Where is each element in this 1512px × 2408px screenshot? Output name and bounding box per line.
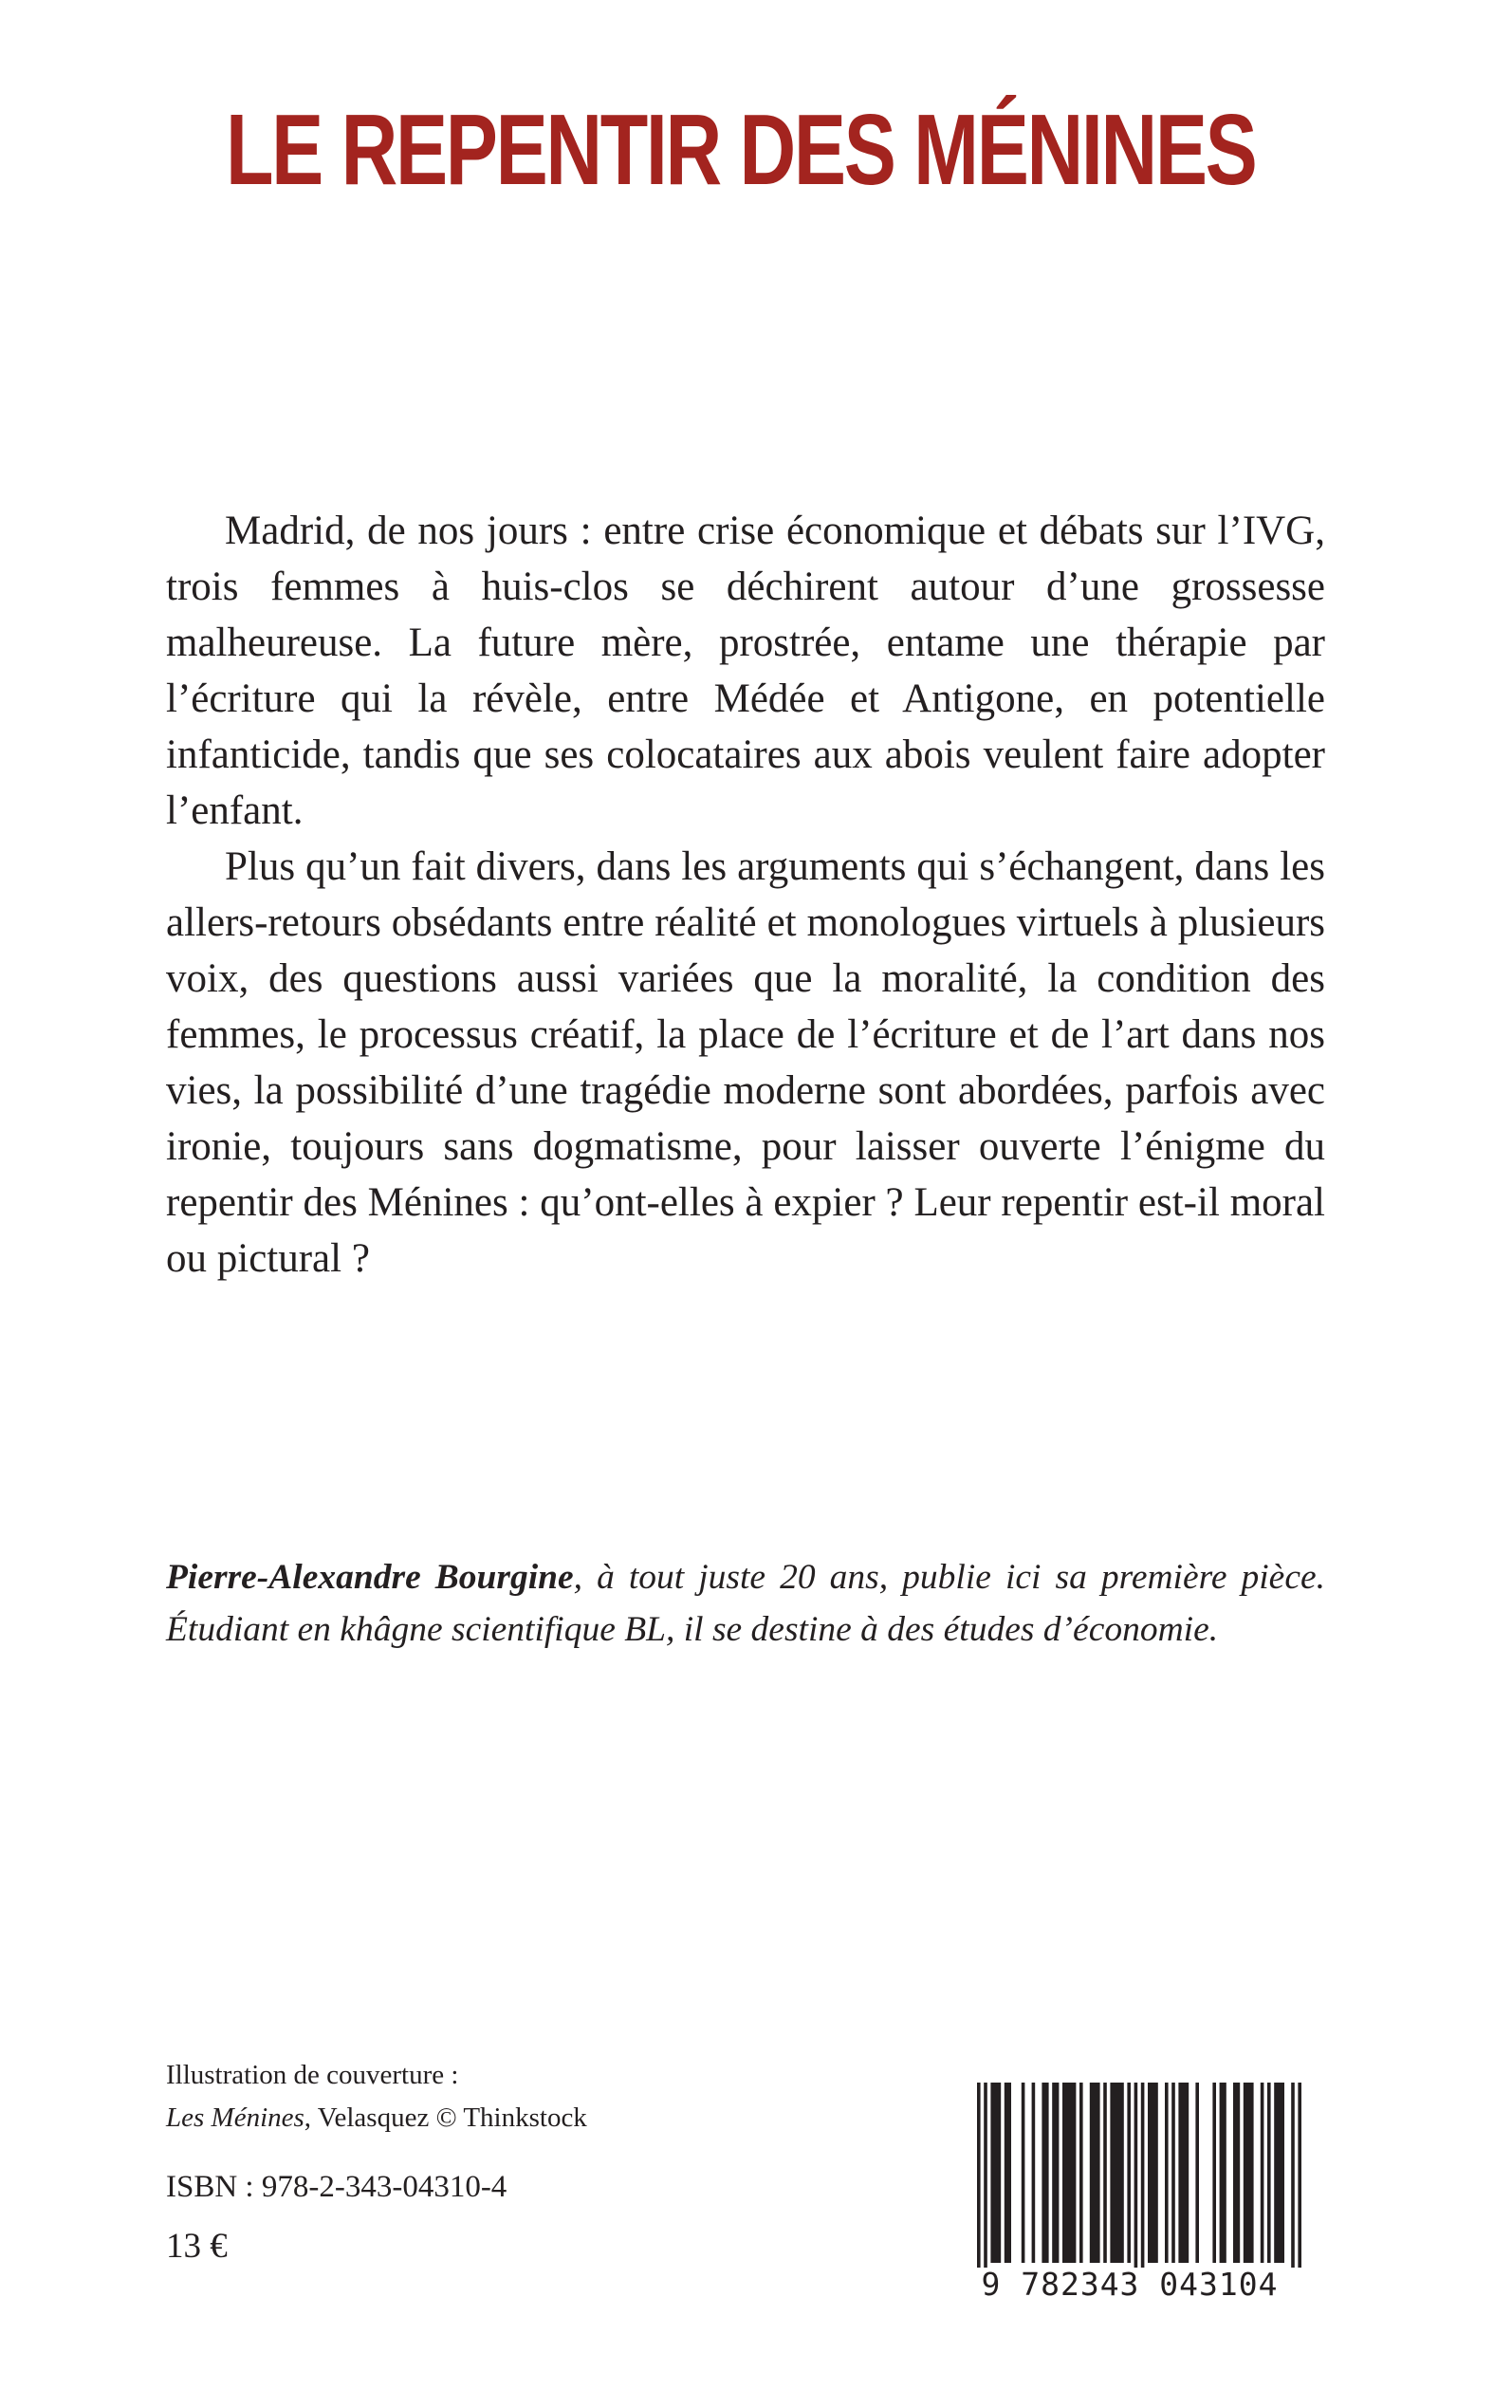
barcode-bar (1079, 2083, 1083, 2263)
barcode-bar (1005, 2083, 1011, 2263)
barcode-bar (1062, 2083, 1076, 2263)
barcode-bar (1171, 2083, 1175, 2263)
barcode-bar (1032, 2083, 1036, 2263)
author-bio (166, 1551, 1325, 1656)
synopsis (166, 503, 1325, 1287)
credits-work-title: Les Ménines (166, 2102, 304, 2133)
author-bio-text: , à tout juste 20 ans, publie ici sa première pièce. Étudiant en khâgne scientifique BL, il se destine à des études d’économie. (166, 1558, 1325, 1649)
barcode-bar (1267, 2083, 1271, 2263)
barcode-bar (1165, 2083, 1169, 2263)
cover-credits (166, 2054, 587, 2139)
barcode-bar (1090, 2083, 1100, 2263)
barcode-bar (1103, 2083, 1107, 2263)
barcode-bar (1233, 2083, 1240, 2263)
barcode-bar (1127, 2083, 1131, 2263)
book-title: LE REPENTIR DES MÉNINES (226, 94, 1256, 206)
isbn: ISBN : 978-2-343-04310-4 (166, 2170, 507, 2204)
barcode-bar (1298, 2083, 1301, 2272)
barcode-bar (1244, 2083, 1254, 2263)
barcode-bar (1178, 2083, 1189, 2263)
author-name: Pierre-Alexandre Bourgine (166, 1558, 574, 1597)
barcode-bar (990, 2083, 1001, 2263)
barcode-bar (1212, 2083, 1216, 2263)
credits-rest: , Velasquez © Thinkstock (304, 2102, 587, 2133)
barcode-bar (1274, 2083, 1284, 2263)
barcode-bar (1052, 2083, 1059, 2263)
barcode-bar (1022, 2083, 1025, 2263)
price: 13 € (166, 2227, 228, 2266)
barcode-bar (1291, 2083, 1295, 2272)
barcode-bar (1110, 2083, 1123, 2263)
barcode-bar (1141, 2083, 1145, 2272)
barcode-bar (1195, 2083, 1199, 2263)
barcode-bar (1261, 2083, 1264, 2263)
barcode-bar (1220, 2083, 1226, 2263)
barcode-bar (1148, 2083, 1158, 2263)
barcode-bar (1134, 2083, 1138, 2272)
barcode-bar (977, 2083, 981, 2272)
barcode-bars-icon (939, 2083, 1320, 2272)
synopsis-paragraph: Madrid, de nos jours : entre crise économique et débats sur l’IVG, trois femmes à huis-clos se déchirent autour d’une grossesse malheureuse. La future mère, prostrée, entame une thérapie par l’écriture qui la révèle, entre Médée et Antigone, en potentielle infanticide, tandis que ses colocataires aux abois veulent faire adopter l’enfant. (166, 509, 1325, 833)
barcode-digits: 9 782343 043104 (939, 2268, 1320, 2302)
barcode-bar (984, 2083, 987, 2272)
credits-line: Illustration de couverture : (166, 2060, 459, 2090)
synopsis-paragraph: Plus qu’un fait divers, dans les arguments qui s’échangent, dans les allers-retours obsédants entre réalité et monologues virtuels à plusieurs voix, des questions aussi variées que la moralité, la condition des femmes, le processus créatif, la place de l’écriture et de l’art dans nos vies, la possibilité d’une tragédie moderne sont abordées, parfois avec ironie, toujours sans dogmatisme, pour laisser ouverte l’énigme du repentir des Ménines : qu’ont-elles à expier ? Leur repentir est-il moral ou pictural ? (166, 844, 1325, 1281)
barcode (939, 2083, 1320, 2301)
barcode-bar (1042, 2083, 1048, 2263)
